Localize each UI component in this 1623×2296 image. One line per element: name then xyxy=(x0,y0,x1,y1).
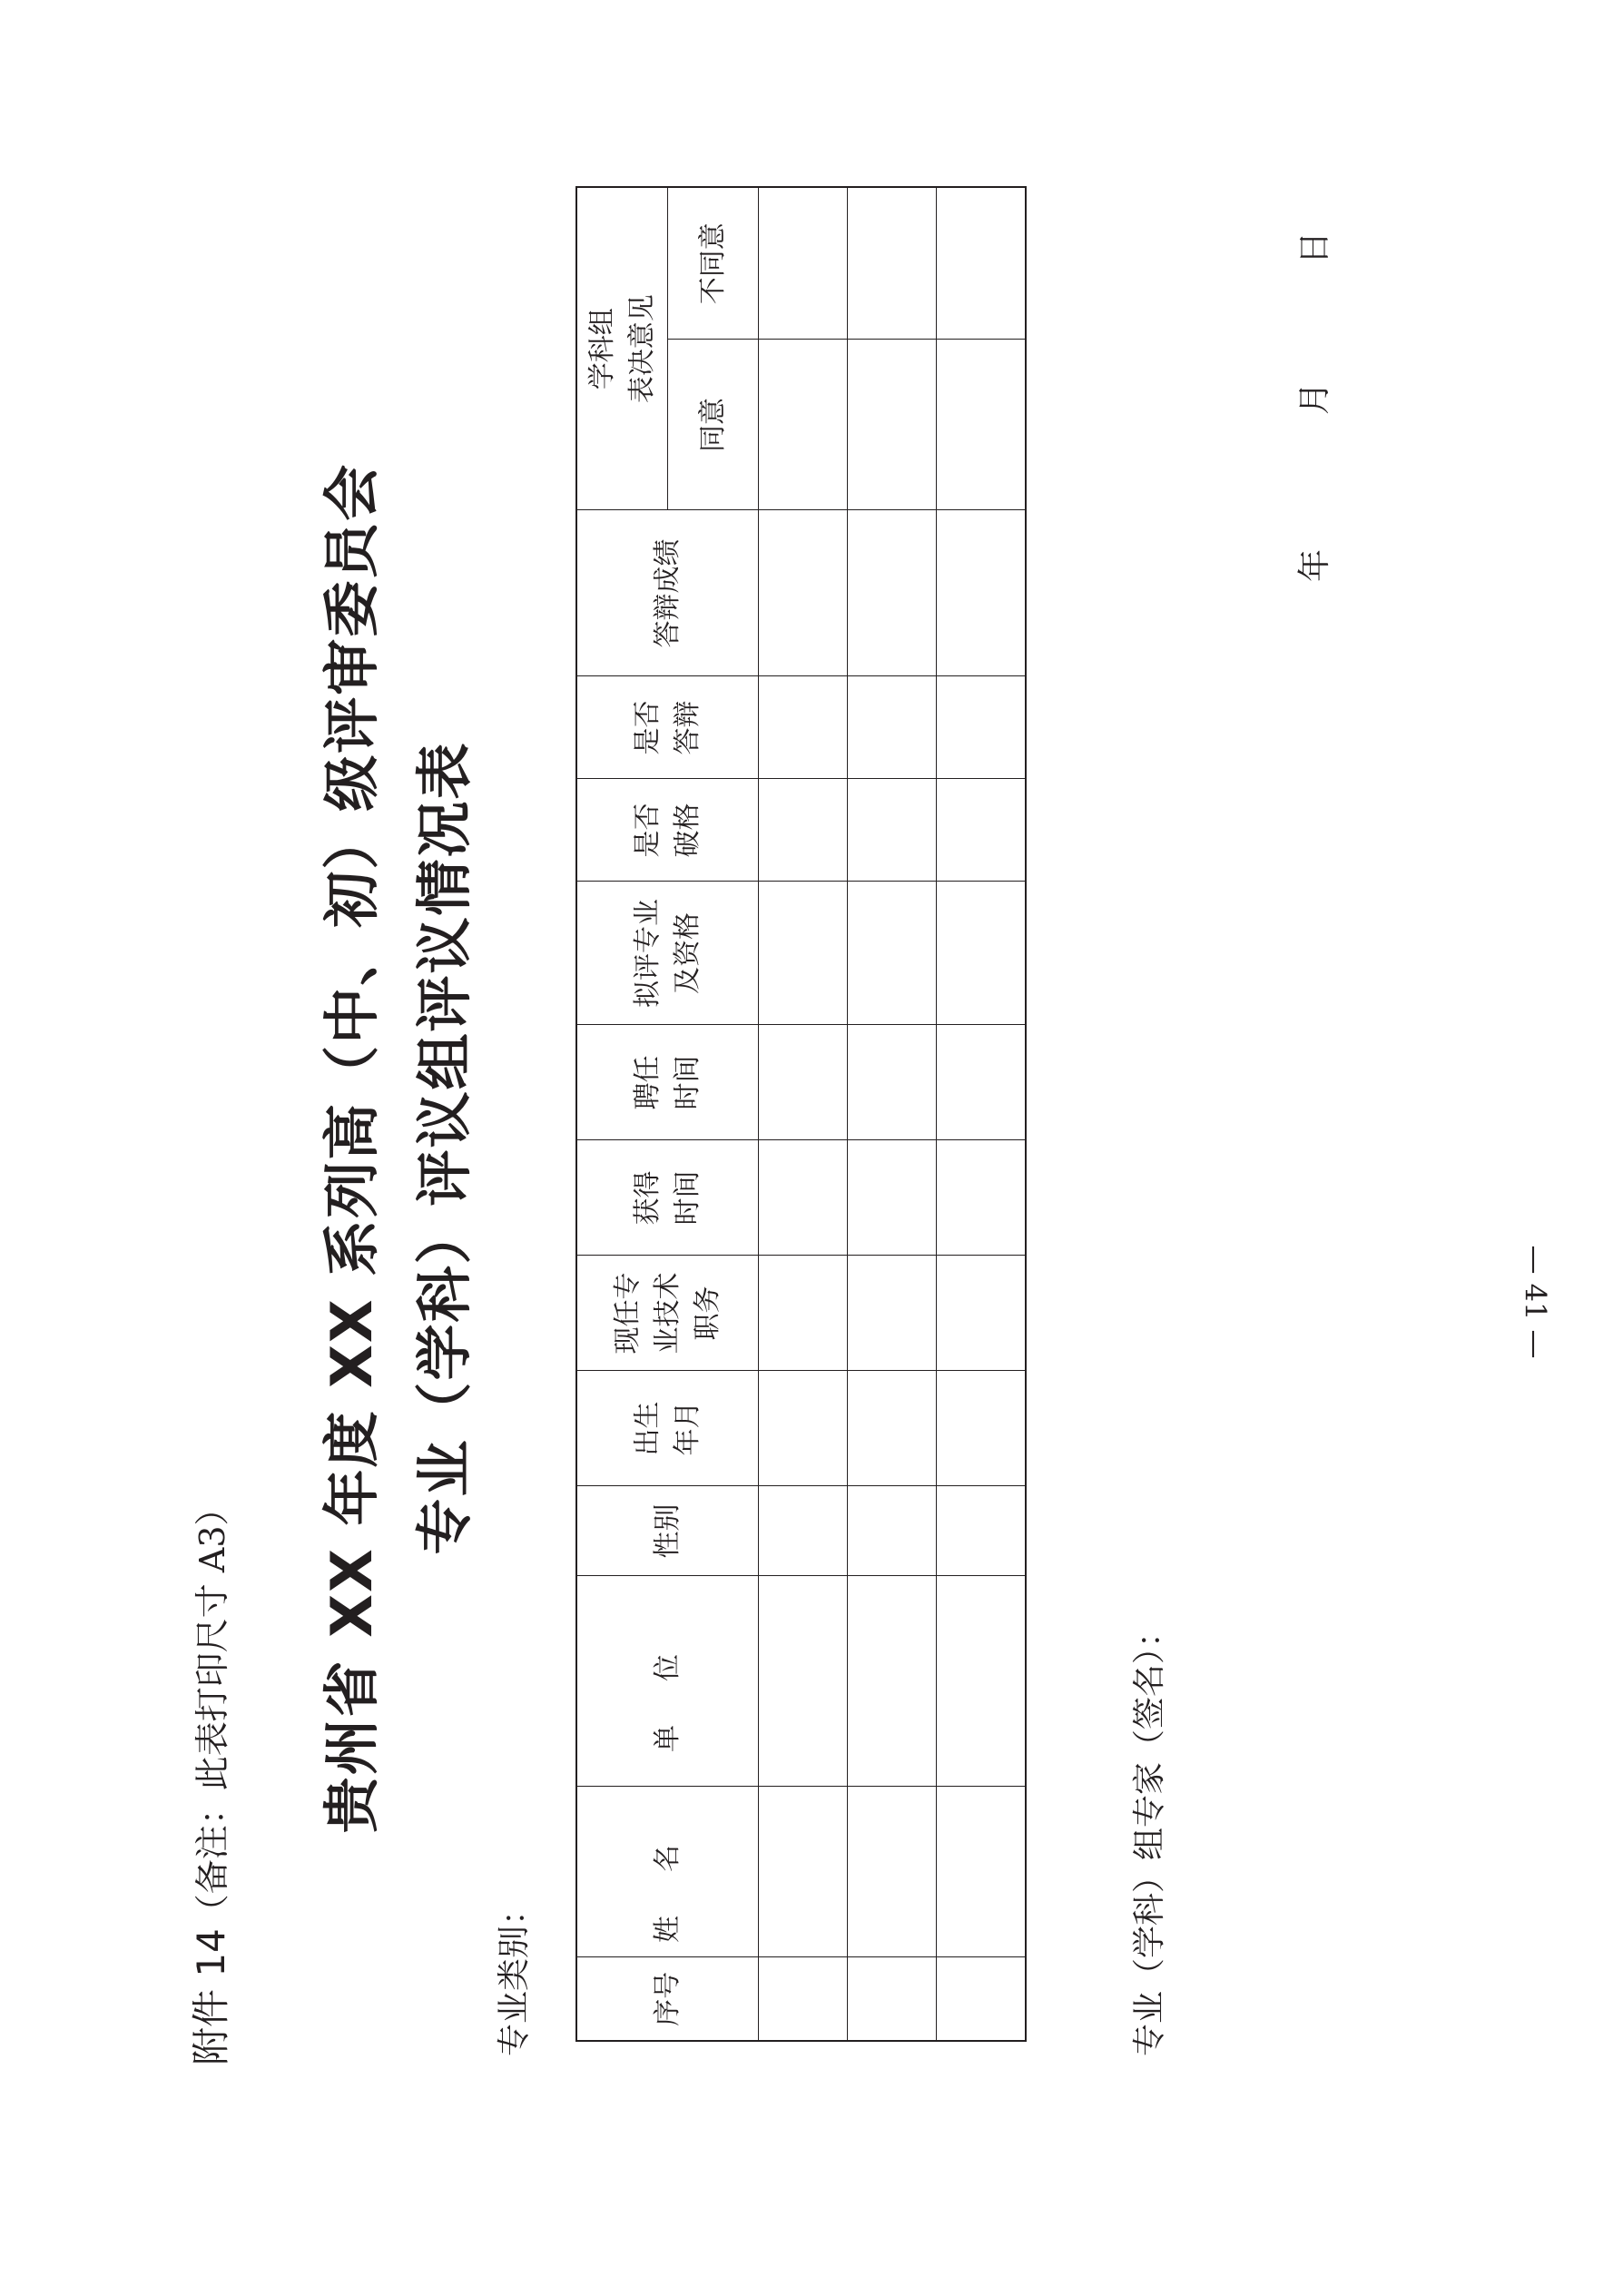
cell-exception[interactable] xyxy=(759,779,848,882)
attachment-note: （备注：此表打印尺寸 A3） xyxy=(192,1491,232,1929)
table-row xyxy=(937,187,1027,2041)
cell-proposed-qualification[interactable] xyxy=(759,882,848,1025)
header-proposed-line2: 及资格 xyxy=(671,912,703,994)
header-exception xyxy=(576,779,759,882)
cell-birth[interactable] xyxy=(759,1371,848,1486)
date-day: 日 xyxy=(1296,231,1333,264)
header-exception-line2: 破格 xyxy=(671,803,703,858)
cell-obtain-time[interactable] xyxy=(937,1140,1027,1256)
cell-obtain-time[interactable] xyxy=(759,1140,848,1256)
header-vote xyxy=(576,187,668,510)
header-index: 序号 xyxy=(576,1957,759,2041)
header-birth-line2: 年月 xyxy=(671,1401,703,1456)
cell-proposed-qualification[interactable] xyxy=(937,882,1027,1025)
cell-gender[interactable] xyxy=(937,1486,1027,1576)
cell-birth[interactable] xyxy=(937,1371,1027,1486)
date-month: 月 xyxy=(1296,381,1333,415)
cell-hire-time[interactable] xyxy=(937,1025,1027,1140)
review-table xyxy=(575,186,1027,2042)
cell-disagree[interactable] xyxy=(937,187,1027,340)
header-obtain-line1: 获得 xyxy=(631,1170,664,1226)
cell-agree[interactable] xyxy=(759,340,848,510)
cell-current-title[interactable] xyxy=(848,1256,937,1371)
form-title-line2: 专业（学科）评议组评议情况表 xyxy=(411,741,477,1555)
cell-unit[interactable] xyxy=(759,1576,848,1787)
signer-label: 专业（学科）组专家（签名）： xyxy=(1131,1614,1168,2056)
header-vote-line1: 学科组 xyxy=(585,308,618,390)
header-exception-line1: 是否 xyxy=(631,803,664,858)
header-defense-score: 答辩成绩 xyxy=(576,510,759,676)
header-disagree: 不同意 xyxy=(668,187,759,340)
cell-birth[interactable] xyxy=(848,1371,937,1486)
cell-index[interactable] xyxy=(937,1957,1027,2041)
header-hire-line1: 聘任 xyxy=(631,1055,664,1110)
cell-name[interactable] xyxy=(937,1787,1027,1957)
header-defense xyxy=(576,676,759,779)
header-obtain-line2: 时间 xyxy=(671,1170,703,1226)
header-current-title xyxy=(576,1256,759,1371)
header-current-title-line2: 业技术 xyxy=(651,1272,684,1355)
category-label: 专业类别： xyxy=(496,1892,533,2056)
header-hire-time xyxy=(576,1025,759,1140)
cell-unit[interactable] xyxy=(848,1576,937,1787)
cell-current-title[interactable] xyxy=(937,1256,1027,1371)
cell-proposed-qualification[interactable] xyxy=(848,882,937,1025)
cell-index[interactable] xyxy=(848,1957,937,2041)
header-defense-line2: 答辩 xyxy=(671,700,703,755)
cell-current-title[interactable] xyxy=(759,1256,848,1371)
attachment-number: 附件 14 xyxy=(189,1928,233,2065)
header-obtain-time xyxy=(576,1140,759,1256)
cell-exception[interactable] xyxy=(848,779,937,882)
cell-defense[interactable] xyxy=(848,676,937,779)
header-proposed-line1: 拟评专业 xyxy=(631,899,664,1008)
cell-defense[interactable] xyxy=(937,676,1027,779)
cell-name[interactable] xyxy=(759,1787,848,1957)
header-birth-line1: 出生 xyxy=(631,1401,664,1456)
header-name: 姓名 xyxy=(576,1787,759,1957)
cell-index[interactable] xyxy=(759,1957,848,2041)
page-number: — 41 — xyxy=(1518,1245,1553,1359)
header-current-title-line1: 现任专 xyxy=(611,1272,644,1355)
cell-agree[interactable] xyxy=(848,340,937,510)
cell-name[interactable] xyxy=(848,1787,937,1957)
header-hire-line2: 时间 xyxy=(671,1055,703,1110)
cell-disagree[interactable] xyxy=(848,187,937,340)
cell-gender[interactable] xyxy=(759,1486,848,1576)
cell-defense-score[interactable] xyxy=(848,510,937,676)
header-current-title-line3: 职务 xyxy=(691,1286,723,1341)
cell-defense[interactable] xyxy=(759,676,848,779)
date-year: 年 xyxy=(1296,548,1333,582)
attachment-label xyxy=(182,1492,236,2066)
cell-hire-time[interactable] xyxy=(759,1025,848,1140)
header-vote-line2: 表决意见 xyxy=(625,294,658,404)
cell-defense-score[interactable] xyxy=(937,510,1027,676)
table-row xyxy=(759,187,848,2041)
cell-gender[interactable] xyxy=(848,1486,937,1576)
cell-disagree[interactable] xyxy=(759,187,848,340)
cell-hire-time[interactable] xyxy=(848,1025,937,1140)
header-birth xyxy=(576,1371,759,1486)
cell-defense-score[interactable] xyxy=(759,510,848,676)
table-row xyxy=(848,187,937,2041)
header-agree: 同意 xyxy=(668,340,759,510)
table-header-row-1 xyxy=(576,187,668,2041)
header-defense-line1: 是否 xyxy=(631,700,664,755)
cell-obtain-time[interactable] xyxy=(848,1140,937,1256)
cell-unit[interactable] xyxy=(937,1576,1027,1787)
header-proposed-qualification xyxy=(576,882,759,1025)
header-gender: 性别 xyxy=(576,1486,759,1576)
header-unit: 单位 xyxy=(576,1576,759,1787)
cell-exception[interactable] xyxy=(937,779,1027,882)
form-title-line1: 贵州省 XX 年度 XX 系列高（中、初）级评审委员会 xyxy=(319,462,385,1834)
cell-agree[interactable] xyxy=(937,340,1027,510)
